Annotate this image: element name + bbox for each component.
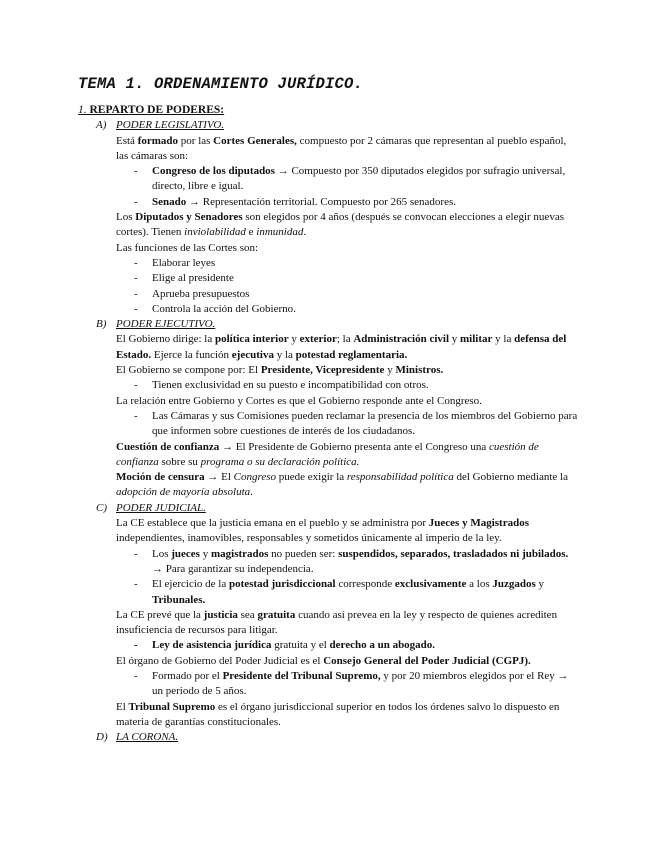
list-item-text: Elige al presidente [152,272,234,285]
bullet-dash: - [134,195,138,208]
subsection-letter: A) [96,119,107,132]
bold-text: Moción de censura [116,471,205,484]
bold-text: Congreso de los diputados [152,165,275,178]
list-item-text: Las Cámaras y sus Comisiones pueden reclamar la presencia de los miembros del Gobierno para que informen sobre cuestiones de interés de los ciudadanos. [152,409,578,438]
list-item [78,409,578,440]
text-run: → El [204,471,234,484]
subsection-title: PODER EJECUTIVO. [116,318,216,331]
text-run: y [535,578,545,591]
paragraph [78,608,578,639]
document-body [78,103,578,745]
bold-text: jueces [171,547,200,560]
bold-text: Consejo General del Poder Judicial (CGPJ). [323,654,531,667]
bold-text: derecho a un abogado. [329,639,436,652]
bold-text: Presidente, Vicepresidente [260,364,385,377]
bold-text: ejecutiva [231,348,274,361]
text-run: . [303,226,307,239]
paragraph: La relación entre Gobierno y Cortes es que el Gobierno responde ante el Congreso. [116,394,482,407]
subsection-heading-legislativo [78,118,578,133]
bold-text: Cuestión de confianza [116,440,220,453]
list-item [78,378,578,393]
text-run: y [288,333,300,346]
subsection-letter: C) [96,501,107,514]
italic-text: programa o su declaración política. [200,455,360,468]
bullet-dash: - [134,256,138,269]
bullet-dash: - [134,669,138,682]
list-item-text: Aprueba presupuestos [152,287,250,300]
list-item-text: Controla la acción del Gobierno. [152,302,296,315]
paragraph [78,654,578,669]
bold-text: Juzgados [492,578,536,591]
bold-text: magistrados [210,547,269,560]
list-item-text: Tienen exclusividad en su puesto e incompatibilidad con otros. [152,379,429,392]
text-run: sea [237,608,258,621]
bold-text: Senado [152,195,187,208]
paragraph [78,440,578,471]
text-run: El Gobierno se compone por: El [116,364,261,377]
text-run: a los [466,578,493,591]
text-run: gratuita y el [271,639,330,652]
text-run: . [250,486,253,499]
text-run: y [449,333,460,346]
section-number: 1. [78,104,87,116]
section-heading [78,103,578,118]
bullet-dash: - [134,379,138,392]
list-item [78,195,578,210]
section-title: REPARTO DE PODERES: [89,104,225,116]
text-run: es el órgano jurisdiccional superior en todos los órdenes salvo lo dispuesto en materia de garantías constitucionales. [116,700,560,728]
text-run: e [245,226,257,239]
subsection-letter: B) [96,318,107,331]
text-run: independientes, inamovibles, responsables y sometidos únicamente al imperio de la ley. [116,532,502,545]
subsection-title: PODER JUDICIAL. [116,501,206,514]
list-item [78,669,578,700]
bold-text: justicia [203,608,238,621]
paragraph: Las funciones de las Cortes son: [116,241,259,254]
text-run: El [116,700,129,713]
list-item-text: Elaborar leyes [152,256,216,269]
bold-text: Tribunal Supremo [128,700,216,713]
document-title: TEMA 1. ORDENAMIENTO JURÍDICO. [78,75,364,93]
bold-text: formado [137,134,179,147]
bold-text: exclusivamente [394,578,467,591]
paragraph [78,470,578,501]
bold-text: Ley de asistencia jurídica [152,639,272,652]
italic-text: inmunidad [256,226,304,239]
text-run: El ejercicio de la [152,578,229,591]
text-run: puede exigir la [276,471,347,484]
bullet-dash: - [134,409,138,422]
list-item [78,547,578,578]
text-run: corresponde [335,578,395,591]
bold-text: potestad reglamentaria. [295,348,408,361]
text-run: sobre su [158,455,201,468]
bold-text: exterior [299,333,337,346]
subsection-title: LA CORONA. [116,731,179,744]
paragraph [78,134,578,165]
subsection-title: PODER LEGISLATIVO. [116,119,225,132]
text-run: cuando así prevea en la ley y respecto de quienes acrediten insuficiencia de recursos para litigar. [116,608,558,637]
bold-text: Ministros. [395,364,444,377]
text-run: del Gobierno mediante la [453,471,568,484]
bold-text: gratuita [257,608,296,621]
list-item [78,164,578,195]
paragraph [78,363,578,378]
text-run: → Compuesto por 350 diputados elegidos por sufragio universal, directo, libre e igual. [152,165,566,193]
bold-text: Administración civil [353,333,449,346]
italic-text: responsabilidad política [346,471,454,484]
list-item [78,287,578,302]
paragraph [78,700,578,731]
bold-text: defensa del Estado. [116,333,567,361]
text-run: El órgano de Gobierno del Poder Judicial es el [116,654,324,667]
text-run: y [384,364,396,377]
paragraph [78,516,578,547]
text-run: → Representación territorial. Compuesto por 265 senadores. [186,195,456,208]
text-run: y [199,547,211,560]
bold-text: política interior [214,333,289,346]
text-run: por las [178,134,214,147]
bullet-dash: - [134,287,138,300]
text-run: son elegidos por 4 años (después se convocan elecciones a elegir nuevas cortes). Tienen [116,211,564,239]
bold-text: suspendidos, separados, trasladados ni jubilados. [338,547,569,560]
text-run: → El Presidente de Gobierno presenta ante el Congreso una [219,440,490,453]
text-run: La CE prevé que la [116,608,204,621]
list-item [78,271,578,286]
bullet-dash: - [134,165,138,178]
paragraph [78,332,578,363]
list-item [78,638,578,653]
text-run: compuesto por 2 cámaras que representan al pueblo español, las cámaras son: [116,134,567,162]
text-run: Los [116,211,136,224]
bullet-dash: - [134,547,138,560]
text-run: y la [273,348,296,361]
text-run: Los [152,547,172,560]
italic-text: adopción de mayoría absoluta [116,486,251,499]
subsection-letter: D) [96,731,108,744]
list-item [78,577,578,608]
text-run: El Gobierno dirige: la [116,333,215,346]
bold-text: militar [460,333,493,346]
bold-text: potestad jurisdiccional [228,578,336,591]
text-run: Está [116,134,138,147]
italic-text: inviolabilidad [184,226,246,239]
bold-text: Jueces y Magistrados [428,517,529,530]
bullet-dash: - [134,639,138,652]
text-run: La CE establece que la justicia emana en el pueblo y se administra por [116,517,429,530]
italic-text: Congreso [233,471,277,484]
bullet-dash: - [134,578,138,591]
list-item [78,302,578,317]
bold-text: Diputados y Senadores [135,211,243,224]
paragraph [78,210,578,241]
bullet-dash: - [134,272,138,285]
subsection-heading-ejecutivo [78,317,578,332]
text-run: → Para garantizar su independencia. [152,562,314,575]
subsection-heading-corona [78,730,578,745]
bold-text: Cortes Generales, [213,134,297,147]
text-run: ; la [336,333,354,346]
text-run: y la [492,333,515,346]
italic-text: cuestión de confianza [116,440,539,468]
text-run: no pueden ser: [268,547,339,560]
text-run: Ejerce la función [151,348,232,361]
bold-text: Tribunales. [152,593,206,606]
list-item [78,256,578,271]
subsection-heading-judicial [78,501,578,516]
text-run: Formado por el [152,669,223,682]
text-run: y por 20 miembros elegidos por el Rey → un periodo de 5 años. [152,669,569,698]
bullet-dash: - [134,302,138,315]
bold-text: Presidente del Tribunal Supremo, [222,669,381,682]
